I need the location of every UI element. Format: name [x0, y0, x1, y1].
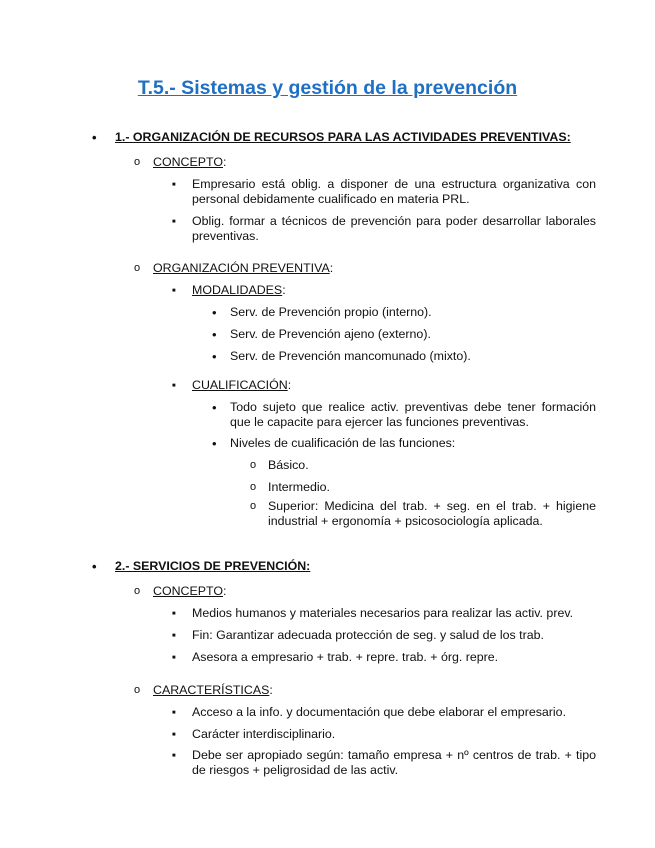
s1-concepto-item-1: ■ Empresario está oblig. a disponer de una estructura organizativa con personal debidamente cualificado en materia PRL. [192, 177, 596, 207]
s1-cualificacion-heading: ■ CUALIFICACIÓN: [192, 378, 596, 393]
s1-organizacion-heading: o ORGANIZACIÓN PREVENTIVA: [153, 261, 333, 276]
section1-heading: • 1.- ORGANIZACIÓN DE RECURSOS PARA LAS ACTIVIDADES PREVENTIVAS: [115, 130, 571, 145]
caracteristica-item-3: ■ Debe ser apropiado según: tamaño empresa + nº centros de trab. + tipo de riesgos + peligrosidad de las activ. [192, 748, 596, 778]
s1-modalidades-heading: ■ MODALIDADES: [192, 283, 596, 298]
s2-concepto-item-2: ■ Fin: Garantizar adecuada protección de seg. y salud de los trab. [192, 628, 596, 643]
s1-concepto-item-2: ■ Oblig. formar a técnicos de prevención para poder desarrollar laborales preventivas. [192, 214, 596, 244]
s1-organizacion-label: ORGANIZACIÓN PREVENTIVA [153, 261, 330, 275]
s2-concepto-item-3: ■ Asesora a empresario + trab. + repre. trab. + órg. repre. [192, 650, 596, 665]
section2-heading: • 2.- SERVICIOS DE PREVENCIÓN: [115, 559, 310, 574]
caracteristica-item-1: ■ Acceso a la info. y documentación que debe elaborar el empresario. [192, 705, 596, 720]
caracteristica-item-2: ■ Carácter interdisciplinario. [192, 727, 596, 742]
s2-concepto-heading: o CONCEPTO: [153, 584, 226, 599]
cualificacion-item-1: • Todo sujeto que realice activ. preventivas debe tener formación que le capacite para ejercer las funciones preventivas. [230, 400, 596, 430]
s2-caracteristicas-label: CARACTERÍSTICAS [153, 683, 270, 697]
s2-concepto-label: CONCEPTO [153, 584, 223, 598]
s1-concepto-heading: o CONCEPTO: [153, 155, 226, 170]
modalidad-item-3: • Serv. de Prevención mancomunado (mixto). [230, 349, 596, 364]
s1-modalidades-label: MODALIDADES [192, 283, 283, 297]
s2-concepto-item-1: ■ Medios humanos y materiales necesarios para realizar las activ. prev. [192, 606, 596, 621]
modalidad-item-2: • Serv. de Prevención ajeno (externo). [230, 327, 596, 342]
nivel-item-3: o Superior: Medicina del trab. + seg. en el trab. + higiene industrial + ergonomía + psicosociología aplicada. [268, 499, 596, 529]
cualificacion-item-2: • Niveles de cualificación de las funciones: [230, 436, 596, 451]
s1-concepto-label: CONCEPTO [153, 155, 223, 169]
modalidad-item-1: • Serv. de Prevención propio (interno). [230, 305, 596, 320]
nivel-item-2: o Intermedio. [268, 480, 596, 495]
s1-cualificacion-label: CUALIFICACIÓN [192, 378, 288, 392]
page-title: T.5.- Sistemas y gestión de la prevención [137, 77, 518, 99]
nivel-item-1: o Básico. [268, 458, 596, 473]
s2-caracteristicas-heading: o CARACTERÍSTICAS: [153, 683, 273, 698]
